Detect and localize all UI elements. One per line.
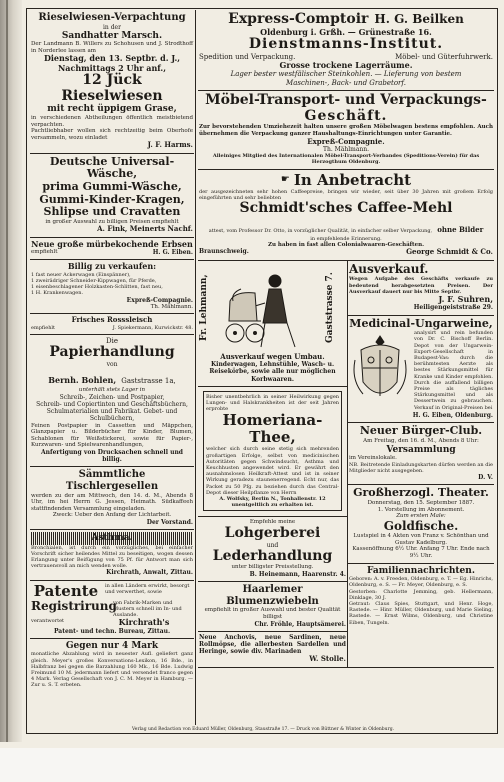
ad-signature: W. Stolle. [309, 654, 346, 664]
ad-text: Getraut: Claus Spies, Stuttgart, und Henr. Hoge, Rastede. — Hinr. Müller, Oldenburg, und Marie Sieling, Rastede. — Ernst Wilms, Oldenburg, und Christine Eiben, Tungeln. [349, 600, 493, 626]
ad-headline: Gegen nur 4 Mark [65, 640, 159, 651]
ad-text: analysirt und rein befunden von Dr. C. Bischoff Berlin. Depot von der Ungarwein-Export-Gesellschaft in Budapest-Vas: durch die berühmtesten Aerzte als bestes Stärkungsmittel für Kranke und Kinder empfohlen. Durch die auffallend billigen Preise als tägliches Stärkungsmittel und als Dessertwein zu gebrauchen. Verkauf in Original-Preisen bei [414, 330, 493, 411]
sub-column-left [198, 261, 348, 667]
ad-signature: J. F. Harms. [147, 140, 193, 150]
ad-signature: H. G. Eiben, Oldenburg. [412, 412, 493, 420]
ad-text: Schreib- und Copiertinten und Geschäftsbüchern, [36, 400, 188, 408]
ad-text: Zum ersten Male: [396, 513, 446, 520]
ad-signature: Expreß-Compagnie. [126, 296, 193, 304]
ad-verkaufen [30, 260, 194, 314]
ad-name-row [31, 368, 193, 387]
ad-text: empfiehlt [31, 324, 56, 331]
ad-text: Lager bester westfälischer Steinkohlen. — Lieferung von bestem [230, 70, 462, 79]
list-item: 1 H. Krankenwagen. [31, 290, 84, 297]
ad-signature: H. G. Eiben. [152, 249, 193, 257]
ad-text: Pachtliebhaber wollen sich rechtzeitig beim Oberhofe versammeln, wozu einladet [31, 128, 193, 141]
ad-text: Empfehle meine [249, 519, 296, 526]
ad-headline: Haarlemer Blumenzwiebeln [226, 584, 319, 607]
ad-signature: Kirchrath, Anwalt, Zittau. [106, 569, 193, 577]
ad-headline: Neuer Bürger-Club. [359, 424, 483, 438]
ad-text: unterhält stets Lager in [78, 387, 146, 394]
ad-waesche [30, 154, 194, 238]
ad-patente [30, 581, 194, 639]
ad-ungarweine [348, 316, 494, 424]
ad-text: in allen Ländern erwirkt, besorgt und verwerthet, sowie [105, 582, 190, 595]
sub-column-right [348, 261, 494, 667]
ad-title: Asthma. [31, 532, 193, 545]
ad-text: werden zu der am Mittwoch, den 14. d. M., Abends 8 Uhr, im hei Herrn G. Jessen, Heimath. Südkaffeeh stattfindenden Versammlung eingeladen. [31, 492, 193, 512]
ad-text: und [266, 541, 279, 549]
ad-text: Maschinen-, Back- und Grabetorf. [286, 78, 406, 87]
imprint-footer: Verlag und Redaction von Eduard Müller, Oldenburg, Staustraße 17. — Druck von Büttner & Winter in Oldenburg. [131, 727, 395, 732]
list-item: 1 eisenbeschlagener Holzkasten-Schlitten, fast neu, [31, 284, 163, 291]
ad-headline: Shlipse und Cravatten [43, 205, 181, 219]
ad-headline: prima Gummi-Wäsche, [42, 179, 182, 193]
right-column [198, 10, 494, 725]
pointing-hand-icon: ☛ [280, 174, 290, 186]
ad-text: Feinen Postpapier in Cassetten und Mäppchen, Glanzpapier u. Bilderbücher für Kinder, Blumen, Schablonen für Weißstickerei, sowie für Papier-, Kurzwaren- und Spielwarenhandlungen, [31, 422, 193, 449]
ad-express-comptoir [198, 10, 494, 91]
ad-signature: J. Spiekermann, Kurwickstr. 48. [112, 324, 193, 331]
ad-rieselwiesen [30, 10, 194, 154]
ad-row [31, 618, 193, 627]
scan-calibration-strip [0, 748, 504, 782]
ad-erbsen [30, 238, 194, 261]
ad-subtitle: Grosse trockene Lagerräume. [279, 60, 413, 70]
ad-text: welcher sich durch seine stetig sich mehrenden großartigen Erfolge, selbst von medicinischen Autoritäten gegen Schwindsucht, Asthma und Keuchhusten angewendet wird. Er gewährt den ausnahmslosen Heilkraft-Attest und ist in seiner Wirkung geradezu staunenerregend. Echt nur, das Packet zu 50 Pfg. zu beziehen durch das Central-Depot dieser Heilpflanze von Herrn [206, 446, 339, 496]
ad-row [31, 600, 193, 619]
ad-title: Billig zu verkaufen: [67, 261, 157, 272]
ad-text: Möbel- und Güterfuhrwerk. [395, 52, 493, 61]
ad-text: unter billigster Preisstellung. [231, 564, 314, 571]
ad-text: Zu haben in fast allen Colonialwaaren-Geschäften. [268, 241, 424, 248]
ad-text: Braunschweig. [199, 248, 249, 256]
list-item: 1 zweirädriger Schneider-Kippwagen, für Pferde, [31, 277, 157, 284]
ad-text: verantwortet [31, 618, 65, 625]
ad-headline: In Anbetracht [293, 170, 412, 189]
ad-moebel-transport [198, 91, 494, 169]
ad-subtitle: Versammlung [386, 444, 456, 455]
left-column [30, 10, 194, 725]
ad-headline: Medicinal-Ungarweine, [349, 316, 493, 330]
ad-footer-row [199, 248, 493, 256]
ad-headline: Thee, [249, 428, 296, 447]
ad-signature: Der Vorstand. [146, 518, 193, 526]
ad-lohgerberei [198, 517, 347, 582]
ad-subtitle: Ausverkauf wegen Umbau. [220, 351, 325, 361]
ad-headline: Großherzogl. Theater. [353, 486, 489, 500]
ad-text: Gestorben: Charlotte Jemming, geb. Hellermann, Dinklage, 30 J. [349, 588, 493, 601]
ad-footer-row [31, 325, 193, 331]
ad-text: in empfehlende Erinnerung. [310, 235, 382, 242]
ad-text: Bisher unentbehrlich in seiner Heilwirkung gegen Lungen- und Halskrankheiten ist der seit Jahren erprobte [206, 393, 339, 413]
ad-theater [348, 485, 494, 563]
ad-signature: B. Heinemann, Haarenstr. 4. [249, 571, 346, 579]
ad-headline: Lohgerberei [224, 525, 321, 542]
ad-text: Neue Anchovis, neue Sardinen, neue Rollmöpse, die allerbesten Sardellen und Heringe, sowie div. Marinaden [199, 633, 346, 656]
ad-text: Die [106, 336, 118, 345]
ad-text: monatliche Abzahlung wird in neuester Aufl. geliefert ganz gleich. Meyer's großes Konversations-Lexikon, 16 Bde., in Halbfranz bei gegen die Barzahlung 160 Mk., 16 Bde. Ludwig Freimund 10 M. jedermann liefert und versendet franco gegen 4 Mark. Verlag Gesellschaft von J. C. M. Meyer in Hamburg. — Zur u. S. T. erbeten. [31, 651, 193, 689]
ad-title: Frisches Rosssleisch [71, 315, 153, 325]
ad-text: Zweck: Ueber den Anfang der Lichtarbeit. [52, 512, 172, 519]
ad-headline: Papierhandlung [49, 344, 175, 361]
ad-headline: Lederhandlung [212, 547, 333, 564]
ad-lehmann-korbwaren [198, 261, 347, 387]
ad-text: Der Landmann B. Willers zu Schohusen und J. Strodthoff in Norderlee lassen am [31, 41, 193, 54]
ad-signature: Chr. Fröhle, Hauptsämerei. [254, 620, 346, 628]
coat-of-arms-icon [349, 330, 411, 412]
ad-headline: Dienstmanns-Institut. [248, 36, 444, 52]
ad-text: Alleiniges Mitglied des Internationalen Möbel-Transport-Verbandes (Speditions-Verein) für das Herzogthum Oldenburg. [212, 153, 480, 166]
ad-address: Oldenburg i. Grßh. — Grünestraße 16. [260, 26, 432, 37]
ad-headline: Möbel-Transport- und Verpackungs- [205, 92, 487, 109]
ad-address: Gaststrasse 1a, [121, 377, 176, 386]
ad-headline: Gummi-Kinder-Kragen, [39, 192, 185, 206]
ad-signature: A. Fink, Meinerts Nachf. [97, 224, 193, 234]
ad-signature: George Schmidt & Co. [406, 247, 493, 257]
ad-title: Rieselwiesen-Verpachtung [38, 12, 186, 23]
ad-text: Donnerstag, den 15. September 1887. [367, 499, 475, 506]
ad-firm-name: Bernh. Bohlen, [48, 375, 117, 386]
ad-illustration-row [199, 263, 346, 353]
ad-text: 1. Vorstellung im Abonnement. [377, 506, 465, 513]
ad-caffee-mehl [198, 170, 494, 261]
ad-row [31, 583, 193, 600]
ad-text: im Vereinslokale. [349, 455, 397, 462]
ad-text: in verschiedenen Abtheilungen öffentlich meistbietend verpachten. [31, 114, 193, 128]
ad-headline: Ausverkauf. [349, 261, 429, 276]
ad-text: Schulmaterialien und Fabrikat. Gebet- und Schulbüchern, [46, 408, 178, 423]
ad-headline: 12 Jück Rieselwiesen [61, 72, 163, 104]
ad-rossfleisch [30, 314, 194, 335]
ad-asthma [30, 530, 194, 581]
list-item: 1 fast neuer Ackerwagen (Einspänner), [31, 271, 131, 278]
ad-text: Patent- und techn. Bureau, Zittau. [53, 627, 171, 635]
ad-title-row [199, 12, 493, 28]
ad-text: Lustspiel in 4 Akten von Franz v. Schönthan und Gustav Kadelburg. [353, 533, 489, 546]
ad-headline: Goldfische. [383, 518, 459, 533]
ad-firm-name: H. G. Beilken [374, 12, 464, 26]
ad-title: Neue große mürbekochende Erbsen [31, 238, 193, 249]
ad-row [349, 330, 493, 412]
ad-subtitle: mit recht üppigem Grase, [47, 104, 177, 115]
ad-ausverkauf [348, 261, 494, 316]
ad-text: von Fabrik-Marken und Mustern schnell im In- und Auslande. [113, 599, 182, 619]
ad-text: in großer Auswahl zu billigen Preisen empfiehlt [45, 218, 179, 225]
ad-firm-name: Kirchrath's [118, 617, 170, 628]
ad-blumenzwiebeln [198, 582, 347, 632]
ad-text: Kinderwagen, Lehnstühle, Wasch- u. Reisekörbe, sowie alle nur möglichen Korbwaaren. [209, 361, 336, 383]
ad-signature: Th. Mählmann. [322, 146, 370, 153]
ad-text: Schreib-, Zeichen- und Postpapier, [59, 393, 165, 401]
ad-text: Spedition und Verpackung. [199, 52, 296, 61]
ad-familiennachrichten [348, 564, 494, 629]
ad-signature: Th. Mählmann. [150, 303, 193, 310]
ad-text: Geboren: A. v. Freeden, Oldenburg, e. T. — Eg. Hinrichs, Oldenburg, e. S. — Fr. Meyer, Oldenburg, e. S. [349, 576, 493, 589]
ad-headline: Deutsche Universal-Wäsche, [49, 154, 175, 181]
ad-headline: Express-Comptoir [228, 11, 369, 27]
ad-buerger-club [348, 423, 494, 485]
ad-headline: Sämmtliche Tischlergesellen [65, 469, 159, 492]
ad-title-row [199, 172, 493, 189]
ad-text: NB. Beitretende Einladungskarten dürfen werden an die Mitglieder nicht ausgegeben. [349, 461, 493, 474]
ad-date: Dienstag, den 13. Septbr. d. J., [43, 53, 181, 64]
ad-text: empfiehlt [31, 249, 58, 256]
ad-signature: Expreß-Compagnie. [307, 136, 385, 146]
ad-text: empfiehlt in großer Auswahl und bester Qualität billigst [204, 607, 341, 621]
ad-headline: Geschäft. [304, 107, 388, 124]
ad-text: in der [103, 23, 121, 31]
ad-text: ohne Bilder [437, 224, 484, 234]
ad-text: Anfertigung von Drucksachen schnell und billig. [41, 448, 183, 464]
pram-illustration-icon [215, 263, 325, 351]
ad-text: von [106, 360, 118, 368]
ad-vertical-text: Gaststrasse 7. [325, 272, 335, 344]
ad-signature: J. F. Suhren, [438, 294, 493, 305]
ad-text: Zur bevorstehenden Umziehezeit halten unsere großen Möbelwagen bestens empfohlen. Auch übernehmen die Verpackung ganzer Haushaltungs-Einrichtungen unter Garantie. [199, 124, 493, 137]
ad-footer-row [31, 249, 193, 256]
ad-anchovis [198, 632, 347, 667]
ad-headline: Familiennachrichten. [367, 565, 475, 576]
ad-vertical-text: Fr. Lehmann, [199, 274, 209, 342]
ad-homeriana-thee [198, 387, 347, 518]
ad-text: Am Freitag, den 16. d. M., Abends 8 Uhr: [363, 438, 479, 445]
ad-headline: Homeriana- [222, 411, 323, 430]
ad-tischlergesellen [30, 467, 194, 530]
ad-signature: A. Wolfsky, Berlin N., Tonhallenstr. 12 unentgeltlich zu erhalten ist. [219, 496, 326, 509]
ad-time: Nachmittags 2 Uhr anf., [57, 62, 166, 73]
two-column-block [198, 261, 494, 668]
ad-papierhandlung [30, 335, 194, 467]
book-spine [0, 0, 22, 742]
ad-box [203, 391, 342, 512]
ad-headline: Patente [33, 581, 99, 600]
ad-text: Wegen Aufgabe des Geschäfts verkaufe zu bedeutend herabgesetzten Preisen. Der Ausverkauf dauert nur bis Mitte Septbr. [349, 276, 493, 295]
ad-headline: Schmidt'sches Caffee-Mehl [239, 200, 453, 217]
ad-signature: D. V. [478, 474, 493, 482]
ad-row [199, 217, 493, 236]
ad-lexikon [30, 639, 194, 692]
ad-text: der ausgezeichneten sehr hohen Caffeepreise, bringen wir wieder, seit über 30 Jahren mit großem Erfolg eingeführten und sehr beliebten [199, 188, 493, 201]
ad-text: Bronchialen, ist durch ein vorzügliches, bei einfacher Vorschrift sicher heilendes Mittel zu beseitigen, wogen dessen Erlangung unter Beifügung von 75 Pf. für Antwort man sich vertrauensvoll an mich wenden wolle. [31, 544, 193, 570]
ad-address: Heiligengeiststraße 29. [413, 304, 493, 312]
ad-headline: Registrirung [31, 598, 117, 613]
ad-subtitle: Sandhatter Marsch. [61, 30, 163, 41]
ad-text: Kassenöffnung 6½ Uhr. Anfang 7 Uhr. Ende nach 9½ Uhr. [352, 546, 490, 560]
column-divider [195, 10, 196, 725]
ad-text: attest, vom Professor Dr. Otto, in vorzüglicher Qualität, in einfacher selber Verpackung, [208, 227, 433, 234]
